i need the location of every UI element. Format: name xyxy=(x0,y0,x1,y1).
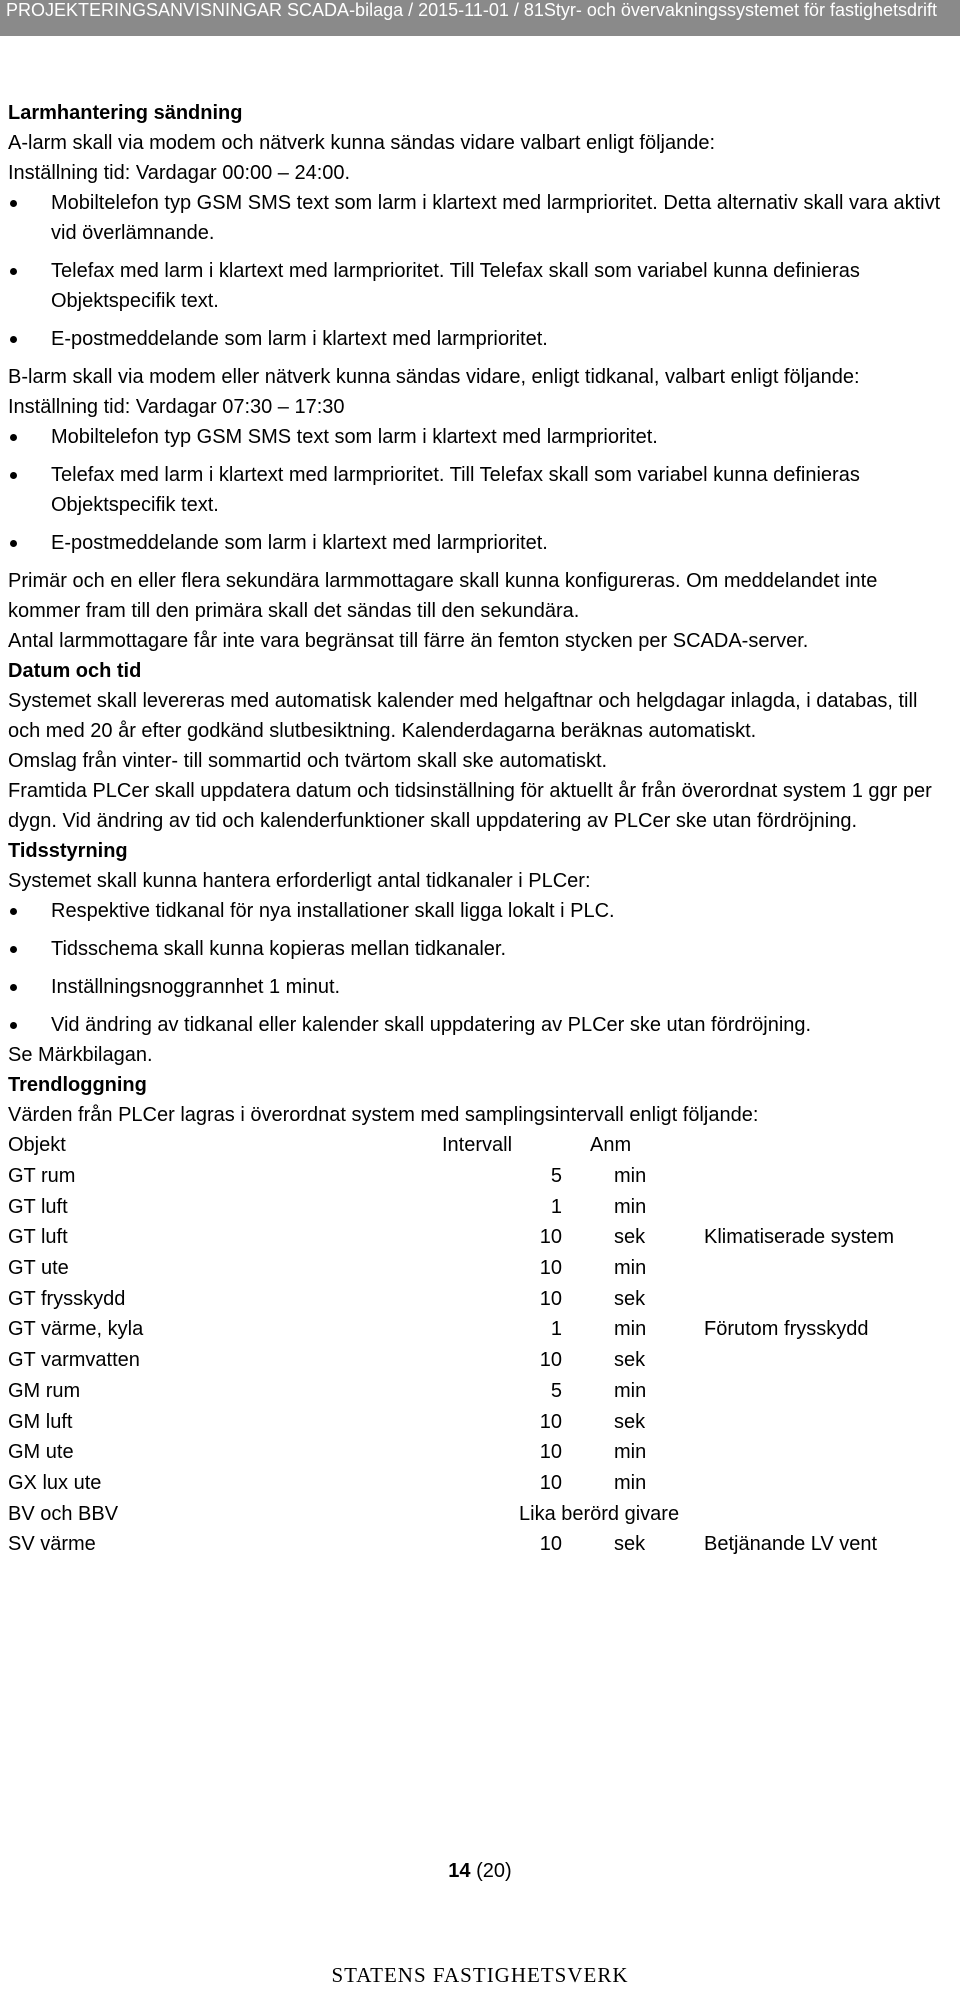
paragraph-kalender: Systemet skall levereras med automatisk kalender med helgaftnar och helgdagar inlagda, i databas, till och med 20 år efter godkänd slutbesiktning. Kalenderdagarna beräknas automatiskt. xyxy=(8,690,918,742)
list-item: Telefax med larm i klartext med larmprioritet. Till Telefax skall som variabel kunna definieras Objektspecifik text. xyxy=(8,460,948,520)
list-item: Respektive tidkanal för nya installationer skall ligga lokalt i PLC. xyxy=(8,896,948,926)
table-row: GT varmvatten 10 sek xyxy=(8,1349,646,1372)
document-body xyxy=(8,98,948,1560)
page-number xyxy=(0,1857,960,1885)
table-row: SV värme 10 sek Betjänande LV vent xyxy=(8,1533,878,1556)
tidsstyrning-list xyxy=(8,896,948,1040)
page-header xyxy=(0,0,960,36)
table-row: GM luft 10 sek xyxy=(8,1410,646,1433)
paragraph-markbilagan: Se Märkbilagan. xyxy=(8,1044,153,1066)
header-text: PROJEKTERINGSANVISNINGAR SCADA-bilaga / 2015-11-01 / 81Styr- och övervakningssystemet för fastighetsdrift xyxy=(6,0,938,20)
heading-larmhantering: Larmhantering sändning xyxy=(8,102,243,124)
a-larm-list xyxy=(8,188,948,354)
paragraph-b-larm: B-larm skall via modem eller nätverk kunna sändas vidare, enligt tidkanal, valbart enligt följande: Inställning tid: Vardagar 07:30 – 17:30 xyxy=(8,366,860,418)
paragraph-a-larm-time: Inställning tid: Vardagar 00:00 – 24:00. xyxy=(8,162,351,184)
page-current: 14 xyxy=(448,1860,471,1882)
lika-berord-givare: Lika berörd givare xyxy=(519,1502,680,1525)
table-header-row xyxy=(8,1130,904,1161)
heading-trendloggning: Trendloggning xyxy=(8,1074,147,1096)
column-header-objekt: Objekt xyxy=(8,1134,66,1157)
heading-datum: Datum och tid xyxy=(8,660,142,682)
list-item: Mobiltelefon typ GSM SMS text som larm i klartext med larmprioritet. xyxy=(8,422,948,452)
list-item: E-postmeddelande som larm i klartext med larmprioritet. xyxy=(8,324,948,354)
list-item: Inställningsnoggrannhet 1 minut. xyxy=(8,972,948,1002)
paragraph-tidkanaler: Systemet skall kunna hantera erforderligt antal tidkanaler i PLCer: xyxy=(8,870,591,892)
table-row: GT frysskydd 10 sek xyxy=(8,1287,646,1310)
b-larm-list xyxy=(8,422,948,558)
list-item: Vid ändring av tidkanal eller kalender skall uppdatering av PLCer ske utan fördröjning. xyxy=(8,1010,948,1040)
list-item: Telefax med larm i klartext med larmprioritet. Till Telefax skall som variabel kunna definieras Objektspecifik text. xyxy=(8,256,948,316)
page-total: (20) xyxy=(476,1860,512,1882)
paragraph-a-larm: A-larm skall via modem och nätverk kunna sändas vidare valbart enligt följande: xyxy=(8,132,716,154)
paragraph-antal-larmmottagare: Antal larmmottagare får inte vara begränsat till färre än femton stycken per SCADA-server. xyxy=(8,630,809,652)
table-row: GT luft 1 min xyxy=(8,1195,647,1218)
table-row: GT ute 10 min xyxy=(8,1257,647,1280)
paragraph-omslag: Omslag från vinter- till sommartid och tvärtom skall ske automatiskt. xyxy=(8,750,608,772)
table-row: GT luft 10 sek Klimatiserade system xyxy=(8,1226,895,1249)
footer-logo: STATENS FASTIGHETSVERK xyxy=(331,1963,629,1987)
table-row: GT värme, kyla 1 min Förutom frysskydd xyxy=(8,1318,869,1341)
heading-tidsstyrning: Tidsstyrning xyxy=(8,840,128,862)
paragraph-larmmottagare: Primär och en eller flera sekundära larmmottagare skall kunna konfigureras. Om meddelandet inte kommer fram till den primära skall det sändas till den sekundära. xyxy=(8,570,878,622)
table-row: BV och BBV Lika berörd givare xyxy=(8,1498,904,1529)
column-header-intervall: Intervall xyxy=(442,1134,513,1157)
table-row: GX lux ute 10 min xyxy=(8,1471,647,1494)
table-row: GM rum 5 min xyxy=(8,1379,647,1402)
column-header-anm: Anm xyxy=(590,1134,632,1157)
table-row: GM ute 10 min xyxy=(8,1441,647,1464)
paragraph-plc-datum: Framtida PLCer skall uppdatera datum och tidsinställning för aktuellt år från överordnat system 1 ggr per dygn. Vid ändring av tid och kalenderfunktioner skall uppdatering av PLCer ske utan fördröjning. xyxy=(8,780,932,832)
trend-table xyxy=(8,1130,904,1560)
table-row: GT rum 5 min xyxy=(8,1165,647,1188)
list-item: Tidsschema skall kunna kopieras mellan tidkanaler. xyxy=(8,934,948,964)
list-item: Mobiltelefon typ GSM SMS text som larm i klartext med larmprioritet. Detta alternativ skall vara aktivt vid överlämnande. xyxy=(8,188,948,248)
list-item: E-postmeddelande som larm i klartext med larmprioritet. xyxy=(8,528,948,558)
paragraph-samplingsintervall: Värden från PLCer lagras i överordnat system med samplingsintervall enligt följande: xyxy=(8,1104,759,1126)
